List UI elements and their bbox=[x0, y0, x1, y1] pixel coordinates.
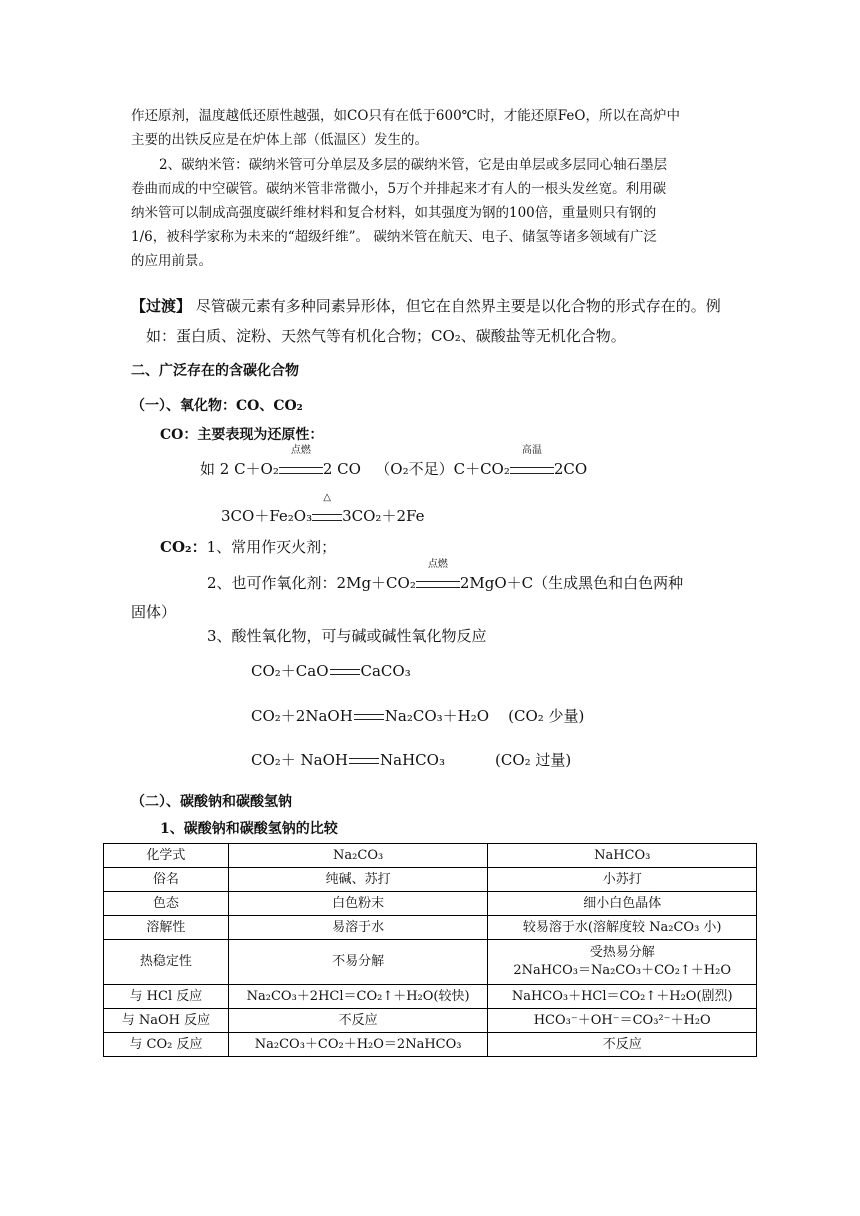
equals-sign bbox=[330, 669, 360, 675]
equation-2-note: (CO₂ 少量) bbox=[508, 707, 585, 725]
condition-arrow bbox=[279, 445, 323, 478]
co2-line-2 bbox=[207, 559, 684, 593]
table-cell: 不易分解 bbox=[228, 940, 488, 985]
equation-3-left: CO₂＋ NaOH bbox=[251, 751, 349, 769]
condition-label: 高温 bbox=[521, 445, 542, 456]
co-r1-prefix: 如 2 C＋O₂ bbox=[200, 460, 279, 478]
co2-line-2-cont: 固体） bbox=[131, 603, 177, 621]
table-row bbox=[104, 868, 757, 892]
table-cell: Na₂CO₃＋CO₂＋H₂O＝2NaHCO₃ bbox=[228, 1033, 488, 1057]
co-r3-right: 3CO₂＋2Fe bbox=[342, 507, 425, 525]
equation-1-left: CO₂＋CaO bbox=[251, 662, 329, 680]
table-row bbox=[104, 892, 757, 916]
intro-line-6: 1/6，被科学家称为未来的“超级纤维”。 碳纳米管在航天、电子、储氢等诸多领域有广泛 bbox=[131, 229, 657, 245]
condition-arrow bbox=[416, 559, 460, 592]
table-header-cell: NaHCO₃ bbox=[488, 844, 757, 868]
table-row bbox=[104, 985, 757, 1009]
equation-2-right: Na₂CO₃＋H₂O bbox=[384, 707, 490, 725]
carbonate-heading: （二）、碳酸钠和碳酸氢钠 bbox=[131, 794, 292, 810]
condition-label: 点燃 bbox=[290, 445, 311, 456]
table-row bbox=[104, 916, 757, 940]
condition-label: △ bbox=[323, 492, 331, 503]
comparison-table bbox=[103, 843, 757, 1057]
equation-2-left: CO₂＋2NaOH bbox=[251, 707, 353, 725]
oxide-heading: （一）、氧化物：CO、CO₂ bbox=[131, 398, 303, 414]
equals-sign bbox=[354, 714, 384, 720]
table-cell-line: 2NaHCO₃＝Na₂CO₃＋CO₂↑＋H₂O bbox=[513, 963, 732, 978]
table-header-cell: Na₂CO₃ bbox=[228, 844, 488, 868]
table-cell: 易溶于水 bbox=[228, 916, 488, 940]
table-row bbox=[104, 1009, 757, 1033]
intro-line-5: 纳米管可以制成高强度碳纤维材料和复合材料，如其强度为钢的100倍，重量则只有钢的 bbox=[131, 205, 657, 221]
co-heading: CO：主要表现为还原性： bbox=[160, 427, 324, 443]
equation-3-note: (CO₂ 过量) bbox=[495, 751, 572, 769]
co2-point-2-left: 2、也可作氧化剂：2Mg＋CO₂ bbox=[207, 574, 416, 592]
equation-3-right: NaHCO₃ bbox=[380, 751, 445, 769]
co2-point-1: 1、常用作灭火剂； bbox=[206, 538, 337, 556]
intro-line-7: 的应用前景。 bbox=[131, 253, 212, 269]
table-header-cell: 化学式 bbox=[104, 844, 229, 868]
equals-sign bbox=[349, 758, 379, 764]
table-cell: 与 NaOH 反应 bbox=[104, 1009, 229, 1033]
co2-heading: CO₂： bbox=[160, 538, 207, 556]
table-cell: 俗名 bbox=[104, 868, 229, 892]
table-cell: 不反应 bbox=[488, 1033, 757, 1057]
table-row bbox=[104, 1033, 757, 1057]
table-cell: 不反应 bbox=[228, 1009, 488, 1033]
table-header-row bbox=[104, 844, 757, 868]
table-cell: 色态 bbox=[104, 892, 229, 916]
co-reaction-line-2 bbox=[221, 492, 425, 526]
co-r2-product: 2CO bbox=[553, 460, 588, 478]
intro-line-3: 2、碳纳米管：碳纳米管可分单层及多层的碳纳米管，它是由单层或多层同心轴石墨层 bbox=[159, 157, 668, 173]
transition-line-2: 如：蛋白质、淀粉、天然气等有机化合物；CO₂、碳酸盐等无机化合物。 bbox=[146, 327, 626, 345]
table-cell: HCO₃⁻＋OH⁻＝CO₃²⁻＋H₂O bbox=[488, 1009, 757, 1033]
co-reaction-line-1 bbox=[200, 445, 588, 479]
equation-2 bbox=[251, 705, 584, 726]
table-cell: 细小白色晶体 bbox=[488, 892, 757, 916]
equation-3 bbox=[251, 749, 445, 770]
equation-1 bbox=[251, 660, 411, 681]
intro-line-2: 主要的出铁反应是在炉体上部（低温区）发生的。 bbox=[131, 132, 428, 148]
condition-arrow bbox=[510, 445, 554, 478]
co-r1-product: 2 CO bbox=[322, 460, 361, 478]
co-r3-left: 3CO＋Fe₂O₃ bbox=[221, 507, 313, 525]
co-r1-note: （O₂不足）C＋CO₂ bbox=[375, 460, 510, 478]
table-cell: 白色粉末 bbox=[228, 892, 488, 916]
table-row bbox=[104, 940, 757, 985]
co2-point-2-right: 2MgO＋C（生成黑色和白色两种 bbox=[459, 574, 684, 592]
table-cell: 纯碱、苏打 bbox=[228, 868, 488, 892]
table-cell: Na₂CO₃＋2HCl＝CO₂↑＋H₂O(较快) bbox=[228, 985, 488, 1009]
co2-line-1 bbox=[160, 536, 336, 557]
table-cell: 较易溶于水(溶解度较 Na₂CO₃ 小) bbox=[488, 916, 757, 940]
condition-arrow bbox=[312, 492, 342, 525]
table-cell: 与 HCl 反应 bbox=[104, 985, 229, 1009]
transition-text: 尽管碳元素有多种同素异形体，但它在自然界主要是以化合物的形式存在的。例 bbox=[191, 297, 721, 315]
intro-line-4: 卷曲而成的中空碳管。碳纳米管非常微小，5万个并排起来才有人的一根头发丝宽。利用碳 bbox=[131, 181, 667, 197]
transition-tag: 【过渡】 bbox=[131, 297, 192, 315]
condition-label: 点燃 bbox=[427, 559, 448, 570]
equation-1-right: CaCO₃ bbox=[360, 662, 411, 680]
table-cell bbox=[488, 940, 757, 985]
table-cell: 溶解性 bbox=[104, 916, 229, 940]
table-cell: 与 CO₂ 反应 bbox=[104, 1033, 229, 1057]
table-cell: 小苏打 bbox=[488, 868, 757, 892]
table-cell: NaHCO₃＋HCl＝CO₂↑＋H₂O(剧烈) bbox=[488, 985, 757, 1009]
intro-line-1: 作还原剂，温度越低还原性越强，如CO只有在低于600℃时，才能还原FeO，所以在高炉中 bbox=[131, 108, 680, 124]
section-heading: 二、广泛存在的含碳化合物 bbox=[131, 363, 299, 379]
transition-line-1 bbox=[131, 295, 721, 316]
table-cell-line: 受热易分解 bbox=[589, 945, 655, 960]
co2-line-3: 3、酸性氧化物，可与碱或碱性氧化物反应 bbox=[207, 627, 487, 645]
table-cell: 热稳定性 bbox=[104, 940, 229, 985]
comparison-heading: 1、碳酸钠和碳酸氢钠的比较 bbox=[160, 821, 338, 837]
